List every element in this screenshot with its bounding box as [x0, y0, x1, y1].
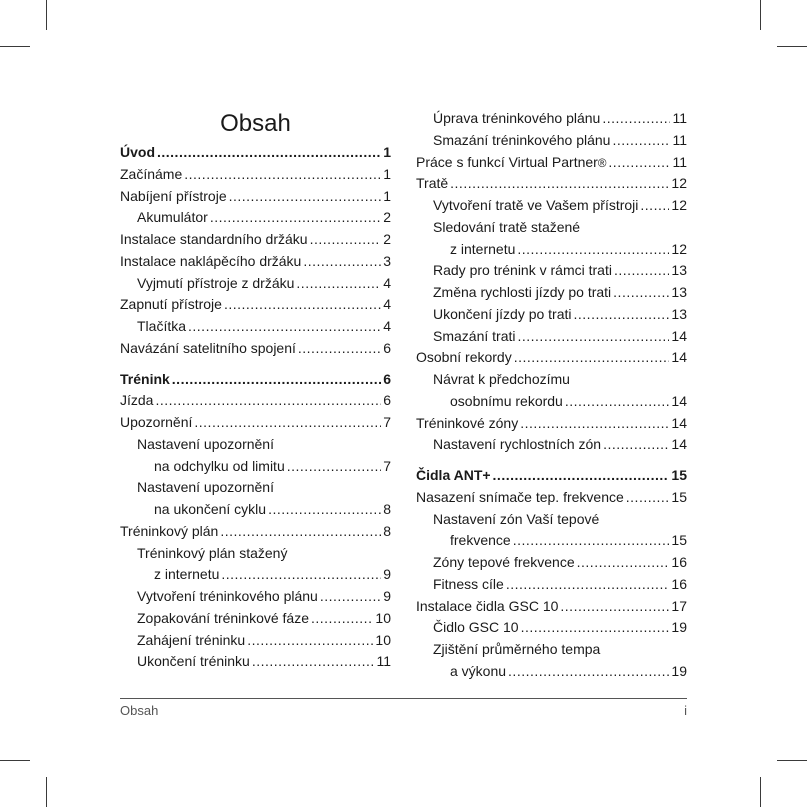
toc-page-number: 6 [383, 339, 391, 356]
toc-entry-title: Zopakování tréninkové fáze [137, 609, 309, 626]
toc-entry [416, 413, 687, 433]
dot-leader [506, 574, 670, 594]
toc-entry [433, 639, 687, 659]
toc-entry-title: Tréninkové zóny [416, 414, 519, 431]
crop-mark [777, 46, 807, 47]
toc-entry-title: na ukončení cyklu [154, 501, 267, 517]
toc-entry [137, 630, 391, 650]
toc-entry [137, 543, 391, 563]
crop-mark [760, 777, 761, 807]
toc-entry [120, 369, 391, 389]
toc-entry [416, 347, 687, 367]
toc-page-number: 12 [671, 240, 687, 257]
dot-leader [520, 413, 669, 433]
toc-entry-title: Tréninkový plán [120, 522, 219, 539]
toc-entry [137, 651, 391, 671]
dot-leader [310, 229, 382, 249]
toc-page-number: 10 [375, 631, 391, 648]
toc-page-number: 15 [671, 532, 687, 549]
toc-page-number: 12 [671, 175, 687, 192]
toc-entry-title: Úvod [120, 144, 155, 160]
toc-entry-title: z internetu [450, 240, 516, 257]
toc-entry [433, 108, 687, 128]
toc-entry-title: na odchylku od limitu [154, 457, 285, 474]
toc-page-number: 15 [671, 488, 687, 505]
toc-page-number: 14 [671, 414, 687, 431]
toc-entry [433, 130, 687, 150]
toc-entry-title: Nastavení upozornění [137, 479, 274, 496]
page-title: Obsah [220, 110, 291, 137]
dot-leader [311, 608, 373, 628]
toc-entry [433, 260, 687, 280]
dot-leader [608, 152, 670, 172]
toc-entry-title: Zahájení tréninku [137, 631, 246, 648]
toc-entry-title: osobnímu rekordu [450, 392, 563, 409]
toc-entry-title: Vyjmutí přístroje z držáku [137, 274, 295, 291]
dot-leader [450, 173, 669, 193]
dot-leader [493, 465, 670, 485]
toc-page-number: 1 [383, 144, 391, 160]
toc-entry [433, 509, 687, 529]
toc-entry [416, 173, 687, 193]
toc-page-number: 8 [383, 522, 391, 539]
toc-page-number: 2 [383, 209, 391, 226]
toc-page-number: 16 [671, 575, 687, 592]
toc-entry-title: Fitness cíle [433, 575, 504, 592]
crop-mark [777, 760, 807, 761]
toc-entry-title: Upozornění [120, 414, 193, 430]
toc-entry [433, 617, 687, 637]
footer-divider [120, 698, 687, 699]
toc-entry-title: Čidlo GSC 10 [433, 619, 519, 636]
dot-leader [626, 487, 670, 507]
dot-leader [252, 651, 375, 671]
toc-entry-title: Navázání satelitního spojení [120, 339, 296, 356]
toc-entry [416, 487, 687, 507]
toc-entry [433, 195, 687, 215]
dot-leader [320, 586, 381, 606]
toc-entry-title: Nasazení snímače tep. frekvence [416, 488, 624, 505]
toc-entry-title: Instalace standardního držáku [120, 231, 308, 247]
toc-entry-title: Ukončení jízdy po trati [433, 305, 572, 322]
toc-entry [416, 596, 687, 616]
toc-page-number: 6 [383, 392, 391, 409]
toc-page-number: 19 [671, 619, 687, 636]
dot-leader [640, 195, 669, 215]
dot-leader [210, 207, 381, 227]
toc-entry [120, 251, 391, 271]
toc-page-number: 1 [383, 165, 391, 182]
dot-leader [613, 282, 669, 302]
dot-leader [602, 108, 670, 128]
toc-page-number: 17 [671, 597, 687, 614]
toc-entry-title: Rady pro trénink v rámci trati [433, 262, 612, 279]
toc-entry-title: Instalace čidla GSC 10 [416, 597, 559, 614]
toc-entry [154, 564, 391, 584]
toc-entry-title: Sledování tratě stažené [433, 218, 581, 235]
dot-leader [221, 564, 381, 584]
toc-entry-title: Ukončení tréninku [137, 653, 250, 670]
toc-entry [450, 391, 687, 411]
toc-page-number: 2 [383, 231, 391, 247]
crop-mark [46, 0, 47, 30]
crop-mark [0, 760, 30, 761]
toc-entry [433, 552, 687, 572]
dot-leader [303, 251, 381, 271]
dot-leader [287, 456, 381, 476]
toc-page-number: 11 [672, 110, 687, 126]
dot-leader [268, 499, 381, 519]
toc-page-number: 14 [671, 349, 687, 366]
toc-page-number: 7 [383, 457, 391, 474]
dot-leader [565, 391, 670, 411]
registered-mark: ® [597, 156, 607, 170]
toc-entry-title: Zapnutí přístroje [120, 296, 222, 313]
dot-leader [514, 347, 670, 367]
toc-entry [154, 499, 391, 519]
toc-entry-title: Tlačítka [137, 318, 187, 334]
toc-entry [433, 369, 687, 389]
toc-page-number: 8 [383, 501, 391, 517]
toc-entry [433, 304, 687, 324]
toc-entry [120, 186, 391, 206]
toc-entry [120, 521, 391, 541]
toc-page-number: 11 [672, 131, 687, 148]
toc-entry-title: Smazání tréninkového plánu [433, 131, 611, 148]
dot-leader [220, 521, 381, 541]
toc-entry [120, 164, 391, 184]
crop-mark [0, 46, 30, 47]
toc-entry-title: Začínáme [120, 165, 183, 182]
toc-page-number: 4 [383, 296, 391, 313]
toc-entry-title: Nastavení upozornění [137, 435, 274, 452]
dot-leader [574, 304, 670, 324]
toc-entry [137, 316, 391, 336]
toc-page-number: 16 [671, 554, 687, 570]
toc-page-number: 13 [671, 305, 687, 322]
dot-leader [298, 338, 381, 358]
toc-page-number: 12 [671, 197, 687, 213]
toc-entry [433, 282, 687, 302]
toc-entry-title: Nabíjení přístroje [120, 187, 227, 204]
dot-leader [224, 294, 381, 314]
toc-entry-title: Zóny tepové frekvence [433, 554, 575, 570]
dot-leader [184, 164, 381, 184]
dot-leader [194, 412, 381, 432]
toc-page-number: 6 [383, 370, 391, 387]
toc-entry [416, 152, 687, 172]
dot-leader [247, 630, 373, 650]
toc-entry [416, 465, 687, 485]
toc-entry [433, 326, 687, 346]
toc-page-number: 14 [671, 436, 687, 453]
toc-entry-title: Instalace naklápěcího držáku [120, 252, 302, 269]
toc-entry-title: a výkonu [450, 662, 507, 679]
toc-entry [120, 412, 391, 432]
toc-entry-title: Trénink [120, 370, 170, 387]
toc-entry [137, 434, 391, 454]
toc-page-number: 14 [671, 392, 687, 409]
toc-entry [433, 434, 687, 454]
crop-mark [760, 0, 761, 30]
toc-entry [154, 456, 391, 476]
dot-leader [560, 596, 669, 616]
dot-leader [157, 142, 381, 162]
dot-leader [517, 326, 669, 346]
toc-page-number: 4 [383, 274, 391, 291]
toc-entry [137, 207, 391, 227]
toc-entry-title: Tratě [416, 175, 449, 192]
dot-leader [521, 617, 670, 637]
toc-page-number: 11 [376, 653, 391, 670]
toc-entry [433, 574, 687, 594]
toc-page-number: 1 [383, 187, 391, 204]
toc-page-number: 4 [383, 318, 391, 334]
toc-entry [450, 530, 687, 550]
toc-page-number: 14 [671, 327, 687, 344]
toc-page-number: 19 [671, 662, 687, 679]
toc-page-number: 3 [383, 252, 391, 269]
toc-entry [450, 239, 687, 259]
dot-leader [612, 130, 670, 150]
crop-mark [46, 777, 47, 807]
toc-page-number: 9 [383, 566, 391, 583]
toc-entry [120, 142, 391, 162]
toc-page-number: 7 [383, 414, 391, 430]
toc-entry-title: Práce s funkcí Virtual Partner [416, 153, 598, 170]
toc-entry-title: Vytvoření tréninkového plánu [137, 588, 318, 604]
dot-leader [577, 552, 670, 572]
toc-entry-title: Návrat k předchozímu [433, 371, 570, 387]
toc-entry [433, 217, 687, 237]
dot-leader [172, 369, 381, 389]
toc-entry-title: frekvence [450, 532, 511, 549]
toc-entry [450, 661, 687, 681]
toc-entry-title: Jízda [120, 392, 154, 409]
footer-page-number: i [684, 703, 687, 718]
toc-entry-title: Změna rychlosti jízdy po trati [433, 284, 612, 300]
dot-leader [155, 390, 381, 410]
toc-entry-title: Nastavení zón Vaší tepové [433, 510, 600, 527]
dot-leader [614, 260, 669, 280]
toc-page-number: 15 [671, 467, 687, 483]
toc-entry-title: Tréninkový plán stažený [137, 544, 288, 561]
dot-leader [188, 316, 381, 336]
toc-entry [137, 273, 391, 293]
footer-section-label: Obsah [120, 703, 159, 718]
toc-entry [120, 390, 391, 410]
toc-entry-title: Akumulátor [137, 209, 208, 226]
toc-entry [120, 338, 391, 358]
toc-entry-title: Vytvoření tratě ve Vašem přístroji [433, 197, 639, 213]
dot-leader [296, 273, 381, 293]
dot-leader [229, 186, 382, 206]
toc-entry-title: Osobní rekordy [416, 349, 512, 366]
dot-leader [508, 661, 669, 681]
toc-entry [137, 586, 391, 606]
toc-page-number: 13 [671, 262, 687, 279]
dot-leader [513, 530, 670, 550]
dot-leader [603, 434, 669, 454]
toc-entry-title: Nastavení rychlostních zón [433, 436, 602, 453]
toc-entry-title: Smazání trati [433, 327, 516, 344]
toc-page-number: 9 [383, 588, 391, 604]
toc-page-number: 13 [671, 284, 687, 300]
toc-entry [137, 608, 391, 628]
toc-page-number: 10 [375, 609, 391, 626]
toc-entry-title: Čidla ANT+ [416, 467, 491, 483]
toc-entry-title: Zjištění průměrného tempa [433, 641, 601, 657]
toc-entry [120, 229, 391, 249]
toc-entry-title: z internetu [154, 566, 220, 583]
toc-entry [137, 477, 391, 497]
toc-page-number: 11 [672, 153, 687, 170]
toc-entry [120, 294, 391, 314]
toc-entry-title: Úprava tréninkového plánu [433, 110, 601, 126]
dot-leader [517, 239, 669, 259]
